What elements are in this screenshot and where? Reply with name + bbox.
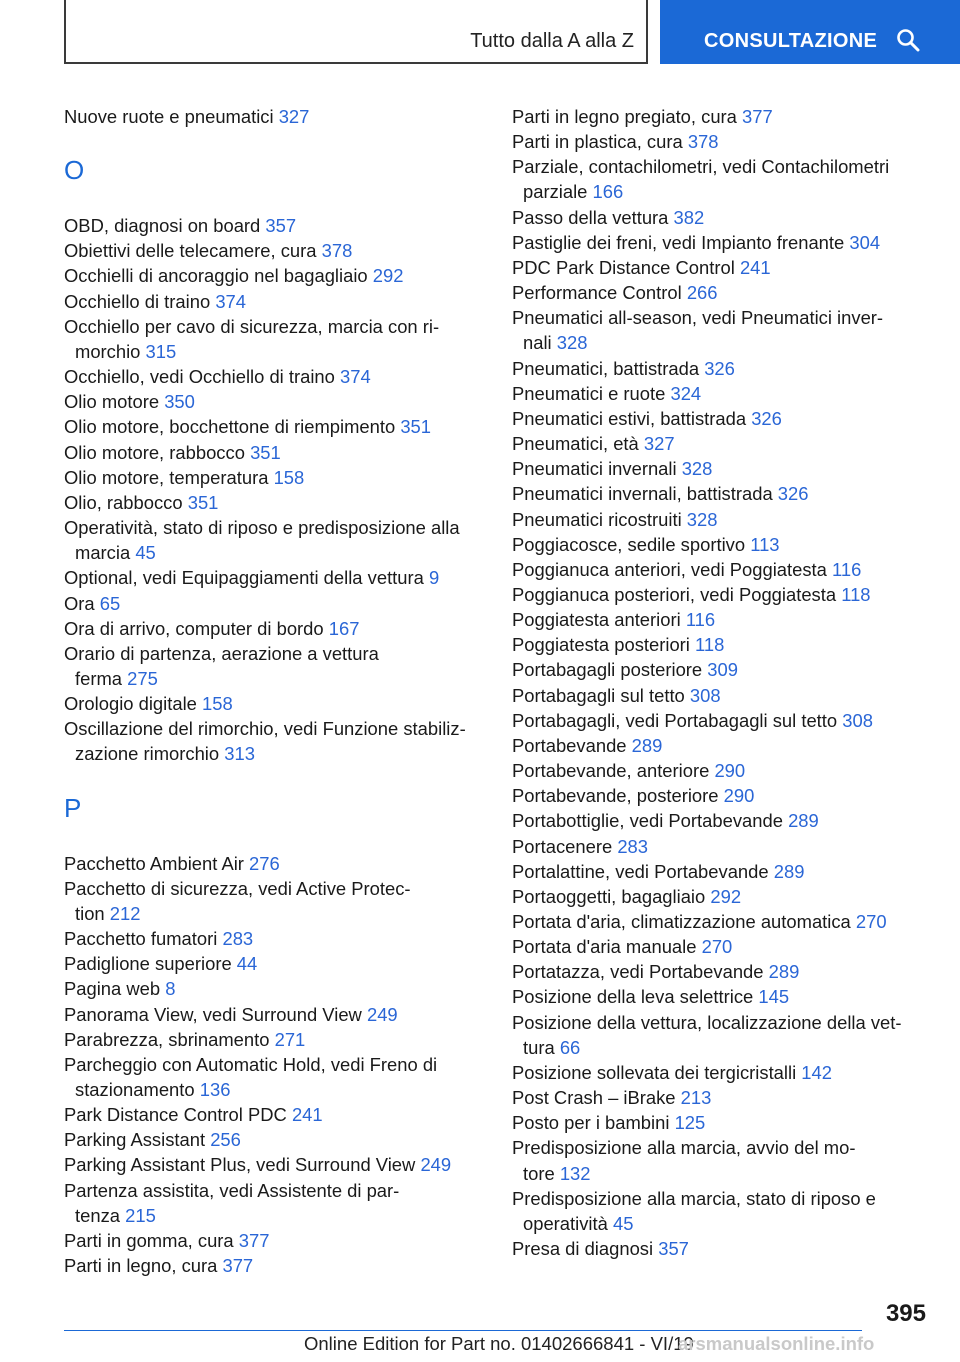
entry-text: PDC Park Distance Control xyxy=(512,256,735,278)
entry-text: Portabagagli posteriore xyxy=(512,659,703,681)
page-reference-link[interactable]: 132 xyxy=(559,1162,591,1184)
entry-text: Portacenere xyxy=(512,835,613,857)
index-entry xyxy=(64,364,494,389)
index-entry xyxy=(64,1102,494,1127)
entry-text: Passo della vettura xyxy=(512,206,669,228)
index-entry xyxy=(512,783,912,808)
index-entry xyxy=(64,104,494,129)
index-entry xyxy=(512,104,912,129)
page-reference-link[interactable]: 116 xyxy=(832,558,862,580)
entry-text: Posizione della vettura, localizzazione della vet- xyxy=(512,1011,902,1033)
entry-text: Poggiatesta anteriori xyxy=(512,609,681,631)
entry-text: Occhielli di ancoraggio nel bagagliaio xyxy=(64,265,368,287)
entry-text: Pacchetto fumatori xyxy=(64,928,218,950)
index-entry xyxy=(512,758,912,783)
index-entry xyxy=(512,532,912,557)
page-reference-link[interactable]: 378 xyxy=(687,131,719,153)
entry-text: Pneumatici ricostruiti xyxy=(512,508,682,530)
index-entry xyxy=(64,1228,494,1253)
entry-text: Portalattine, vedi Portabevande xyxy=(512,860,769,882)
page-reference-link[interactable]: 167 xyxy=(328,617,360,639)
entry-text: Portabagagli sul tetto xyxy=(512,684,685,706)
page-reference-link[interactable]: 289 xyxy=(631,734,663,756)
index-entry xyxy=(512,205,912,230)
entry-text-continued: nali xyxy=(523,332,552,354)
entry-text: Portatazza, vedi Portabevande xyxy=(512,961,764,983)
section-letter: P xyxy=(64,792,82,823)
page-reference-link[interactable]: 377 xyxy=(238,1229,270,1251)
entry-text: Panorama View, vedi Surround View xyxy=(64,1003,362,1025)
index-entry xyxy=(64,1127,494,1152)
index-entry xyxy=(512,1236,912,1261)
entry-text: Parti in legno pregiato, cura xyxy=(512,106,737,127)
entry-text: Parti in gomma, cura xyxy=(64,1229,234,1251)
index-entry xyxy=(512,1186,912,1236)
index-entry xyxy=(512,607,912,632)
entry-text: Orologio digitale xyxy=(64,693,197,715)
entry-text: Posizione della leva selettrice xyxy=(512,986,754,1008)
index-entry xyxy=(512,255,912,280)
entry-text: Parziale, contachilometri, vedi Contachilometri xyxy=(512,156,890,178)
page-reference-link[interactable]: 44 xyxy=(236,953,258,975)
entry-text-continued: ferma xyxy=(75,667,123,689)
entry-text-continued: tenza xyxy=(75,1204,120,1226)
page-reference-link[interactable]: 116 xyxy=(685,609,716,631)
entry-text: Pneumatici invernali, battistrada xyxy=(512,483,773,505)
entry-text: Poggiatesta posteriori xyxy=(512,634,690,656)
page-reference-link[interactable]: 9 xyxy=(429,567,440,589)
edition-text: Online Edition for Part no. 01402666841 - VI/19 xyxy=(304,1333,694,1354)
page-reference-link[interactable]: 290 xyxy=(723,785,755,807)
entry-text: Poggiacosce, sedile sportivo xyxy=(512,533,746,555)
page-reference-link[interactable]: 308 xyxy=(689,684,721,706)
entry-text-continued: zazione rimorchio xyxy=(75,743,220,765)
entry-text-continued: operatività xyxy=(523,1212,608,1234)
entry-text: Parking Assistant Plus, vedi Surround View xyxy=(64,1154,416,1176)
page-reference-link[interactable]: 357 xyxy=(658,1238,689,1260)
entry-text-continued: stazionamento xyxy=(75,1079,195,1100)
index-entry xyxy=(512,129,912,154)
entry-text: Obiettivi delle telecamere, cura xyxy=(64,240,317,262)
entry-text: Ora di arrivo, computer di bordo xyxy=(64,617,324,639)
index-entry xyxy=(512,230,912,255)
index-column-left xyxy=(64,104,494,1278)
index-entry xyxy=(512,984,912,1009)
entry-text: Occhiello di traino xyxy=(64,290,211,312)
page-reference-link[interactable]: 326 xyxy=(751,407,782,429)
index-entry xyxy=(64,515,494,565)
page-reference-link[interactable]: 378 xyxy=(321,240,353,262)
page-reference-link[interactable]: 66 xyxy=(559,1036,581,1058)
page-reference-link[interactable]: 241 xyxy=(739,256,771,278)
entry-text: Portaoggetti, bagagliaio xyxy=(512,885,706,907)
page-reference-link[interactable]: 328 xyxy=(686,508,718,530)
page-reference-link[interactable]: 212 xyxy=(109,902,141,924)
entry-text: Pneumatici e ruote xyxy=(512,382,666,404)
page-reference-link[interactable]: 45 xyxy=(135,542,156,564)
page-reference-link[interactable]: 270 xyxy=(855,911,887,932)
index-entry xyxy=(64,490,494,515)
index-entry xyxy=(512,959,912,984)
entry-text: Olio motore, bocchettone di riempimento xyxy=(64,416,396,438)
page-reference-link[interactable]: 283 xyxy=(617,835,649,857)
entry-text: Orario di partenza, aerazione a vettura xyxy=(64,642,379,664)
page-header xyxy=(0,0,960,66)
entry-text: Predisposizione alla marcia, stato di riposo e xyxy=(512,1187,876,1209)
entry-text: Pneumatici, battistrada xyxy=(512,357,700,379)
index-entry xyxy=(512,683,912,708)
index-entry xyxy=(64,440,494,465)
entry-text: Post Crash – iBrake xyxy=(512,1087,676,1109)
index-entry xyxy=(512,1060,912,1085)
entry-text: Padiglione superiore xyxy=(64,953,232,975)
entry-text-continued: tore xyxy=(523,1162,555,1184)
entry-text: Pacchetto di sicurezza, vedi Active Protec- xyxy=(64,877,411,899)
consultazione-label: CONSULTAZIONE xyxy=(704,30,878,52)
index-entry xyxy=(64,465,494,490)
entry-text: Olio motore, rabbocco xyxy=(64,441,245,463)
entry-text: Olio, rabbocco xyxy=(64,491,183,513)
page-reference-link[interactable]: 374 xyxy=(340,366,371,388)
entry-text: Portabevande xyxy=(512,734,627,756)
page-reference-link[interactable]: 275 xyxy=(127,667,158,689)
entry-text: Pagina web xyxy=(64,978,161,1000)
index-entry xyxy=(64,289,494,314)
entry-text: Olio motore xyxy=(64,391,160,413)
entry-text: Olio motore, temperatura xyxy=(64,466,269,488)
index-entry xyxy=(64,414,494,439)
page-reference-link[interactable]: 309 xyxy=(707,659,738,681)
page-number: 395 xyxy=(885,1300,926,1327)
page-reference-link[interactable]: 270 xyxy=(701,936,733,958)
page-reference-link[interactable]: 158 xyxy=(273,466,305,488)
entry-text: Pneumatici, età xyxy=(512,433,639,455)
page-reference-link[interactable]: 65 xyxy=(99,592,121,614)
index-entry xyxy=(64,389,494,414)
index-entry xyxy=(512,708,912,733)
page-reference-link[interactable]: 289 xyxy=(788,810,819,832)
page-reference-link[interactable]: 326 xyxy=(704,357,735,379)
index-column-right xyxy=(512,104,912,1261)
page-reference-link[interactable]: 289 xyxy=(773,860,805,882)
search-icon[interactable] xyxy=(896,28,920,52)
entry-text: Performance Control xyxy=(512,282,682,304)
page-reference-link[interactable]: 327 xyxy=(278,106,310,127)
entry-text: Partenza assistita, vedi Assistente di par- xyxy=(64,1179,400,1201)
page-reference-link[interactable]: 328 xyxy=(556,332,588,354)
index-entry xyxy=(64,314,494,364)
page-reference-link[interactable]: 166 xyxy=(592,181,624,203)
index-entry xyxy=(64,976,494,1001)
entry-text: Occhiello, vedi Occhiello di traino xyxy=(64,366,335,388)
page-reference-link[interactable]: 256 xyxy=(210,1129,241,1151)
watermark: arsmanualsonline.info xyxy=(678,1333,875,1354)
index-entry xyxy=(512,808,912,833)
page-reference-link[interactable]: 213 xyxy=(680,1087,712,1109)
index-entry xyxy=(512,733,912,758)
page-reference-link[interactable]: 125 xyxy=(674,1112,706,1134)
entry-text: Parabrezza, sbrinamento xyxy=(64,1028,270,1050)
index-entry xyxy=(64,1002,494,1027)
page-reference-link[interactable]: 292 xyxy=(710,885,742,907)
page-reference-link[interactable]: 289 xyxy=(768,961,800,983)
entry-text: Pacchetto Ambient Air xyxy=(64,852,244,874)
page-reference-link[interactable]: 271 xyxy=(274,1028,306,1050)
entry-text: Predisposizione alla marcia, avvio del mo- xyxy=(512,1137,856,1159)
page-reference-link[interactable]: 266 xyxy=(686,282,718,304)
page-reference-link[interactable]: 308 xyxy=(842,709,873,731)
entry-text: Portabevande, posteriore xyxy=(512,785,719,807)
index-entry xyxy=(512,280,912,305)
entry-text: Portabottiglie, vedi Portabevande xyxy=(512,810,783,832)
index-entry xyxy=(64,641,494,691)
entry-text: Optional, vedi Equipaggiamenti della vettura xyxy=(64,567,424,589)
index-entry xyxy=(512,456,912,481)
index-entry xyxy=(512,305,912,355)
index-entry xyxy=(512,481,912,506)
index-entry xyxy=(64,691,494,716)
entry-text-continued: marcia xyxy=(75,542,131,564)
page-reference-link[interactable]: 315 xyxy=(145,340,177,362)
entry-text: Portata d'aria, climatizzazione automatica xyxy=(512,911,851,932)
entry-text: Pneumatici all-season, vedi Pneumatici inver- xyxy=(512,307,884,329)
entry-text: Portabagagli, vedi Portabagagli sul tetto xyxy=(512,709,838,731)
index-entry xyxy=(512,1085,912,1110)
index-entry xyxy=(512,1010,912,1060)
page-reference-link[interactable]: 113 xyxy=(750,533,780,555)
entry-text: Operatività, stato di riposo e predisposizione alla xyxy=(64,517,460,539)
index-entry xyxy=(512,632,912,657)
section-letter: O xyxy=(64,155,85,186)
page-reference-link[interactable]: 350 xyxy=(164,391,195,413)
index-entry xyxy=(512,406,912,431)
index-entry xyxy=(64,565,494,590)
entry-text: Posto per i bambini xyxy=(512,1112,670,1134)
entry-text: Presa di diagnosi xyxy=(512,1238,654,1260)
index-entry xyxy=(64,1027,494,1052)
page-reference-link[interactable]: 276 xyxy=(249,852,280,874)
index-entry xyxy=(64,851,494,876)
page-reference-link[interactable]: 377 xyxy=(222,1255,254,1277)
entry-text: Parking Assistant xyxy=(64,1129,206,1151)
entry-text-continued: parziale xyxy=(523,181,588,203)
index-entry xyxy=(64,1152,494,1177)
page-reference-link[interactable]: 374 xyxy=(215,290,246,312)
index-entry xyxy=(64,263,494,288)
index-entry xyxy=(512,582,912,607)
index-entry xyxy=(512,834,912,859)
entry-text: Parti in plastica, cura xyxy=(512,131,683,153)
entry-text-continued: morchio xyxy=(75,340,141,362)
page-reference-link[interactable]: 142 xyxy=(801,1061,832,1083)
index-entry xyxy=(64,926,494,951)
page-reference-link[interactable]: 382 xyxy=(673,206,705,228)
entry-text: Nuove ruote e pneumatici xyxy=(64,106,274,127)
page-reference-link[interactable]: 249 xyxy=(420,1154,452,1176)
index-entry xyxy=(64,616,494,641)
page-reference-link[interactable]: 215 xyxy=(125,1204,156,1226)
entry-text: Parcheggio con Automatic Hold, vedi Freno di xyxy=(64,1053,438,1075)
entry-text: Parti in legno, cura xyxy=(64,1255,218,1277)
index-entry xyxy=(512,909,912,934)
entry-text: Pneumatici estivi, battistrada xyxy=(512,407,747,429)
page-reference-link[interactable]: 145 xyxy=(758,986,790,1008)
entry-text: Pneumatici invernali xyxy=(512,458,677,480)
index-entry xyxy=(64,1178,494,1228)
index-entry xyxy=(512,507,912,532)
page-reference-link[interactable]: 241 xyxy=(291,1104,323,1126)
footer-rule xyxy=(64,1330,862,1331)
page-reference-link[interactable]: 351 xyxy=(250,441,281,463)
index-entry xyxy=(64,1253,494,1278)
index-entry xyxy=(512,431,912,456)
entry-text-continued: tura xyxy=(523,1036,555,1058)
section-title-box xyxy=(64,0,648,64)
page-reference-link[interactable]: 328 xyxy=(681,458,713,480)
entry-text: Poggianuca posteriori, vedi Poggiatesta xyxy=(512,583,837,605)
page-reference-link[interactable]: 351 xyxy=(400,416,432,438)
page-reference-link[interactable]: 290 xyxy=(714,760,746,782)
page-reference-link[interactable]: 45 xyxy=(612,1212,634,1234)
page-reference-link[interactable]: 313 xyxy=(224,743,255,765)
entry-text: Pastiglie dei freni, vedi Impianto frenante xyxy=(512,231,845,253)
page-reference-link[interactable]: 136 xyxy=(199,1079,231,1100)
consultazione-tab[interactable] xyxy=(660,0,960,64)
index-entry xyxy=(512,356,912,381)
page-reference-link[interactable]: 326 xyxy=(777,483,809,505)
index-entry xyxy=(64,1052,494,1102)
page-reference-link[interactable]: 118 xyxy=(695,634,725,656)
entry-text: Portabevande, anteriore xyxy=(512,760,710,782)
index-entry xyxy=(512,154,912,204)
entry-text-continued: tion xyxy=(75,902,105,924)
page-reference-link[interactable]: 377 xyxy=(742,106,773,127)
index-entry xyxy=(512,657,912,682)
entry-text: Oscillazione del rimorchio, vedi Funzione stabiliz- xyxy=(64,718,466,740)
index-entry xyxy=(512,1135,912,1185)
page-reference-link[interactable]: 351 xyxy=(187,491,219,513)
section-title: Tutto dalla A alla Z xyxy=(470,30,634,52)
page-reference-link[interactable]: 357 xyxy=(265,215,297,237)
page-reference-link[interactable]: 327 xyxy=(643,433,675,455)
index-entry xyxy=(64,716,494,766)
page-reference-link[interactable]: 158 xyxy=(202,693,233,715)
entry-text: Posizione sollevata dei tergicristalli xyxy=(512,1061,797,1083)
page-reference-link[interactable]: 292 xyxy=(372,265,404,287)
entry-text: OBD, diagnosi on board xyxy=(64,215,261,237)
entry-text: Ora xyxy=(64,592,95,614)
index-entry xyxy=(64,213,494,238)
index-entry xyxy=(64,951,494,976)
index-entry xyxy=(512,884,912,909)
page-reference-link[interactable]: 304 xyxy=(849,231,881,253)
entry-text: Occhiello per cavo di sicurezza, marcia con ri- xyxy=(64,315,440,337)
index-entry xyxy=(512,1110,912,1135)
index-entry xyxy=(512,557,912,582)
index-entry xyxy=(64,876,494,926)
page-reference-link[interactable]: 283 xyxy=(222,928,254,950)
page-reference-link[interactable]: 8 xyxy=(165,978,176,1000)
page-reference-link[interactable]: 324 xyxy=(670,382,702,404)
index-entry xyxy=(64,238,494,263)
index-entry xyxy=(512,934,912,959)
index-entry xyxy=(512,381,912,406)
entry-text: Park Distance Control PDC xyxy=(64,1104,287,1126)
entry-text: Portata d'aria manuale xyxy=(512,936,697,958)
index-entry xyxy=(64,591,494,616)
page-reference-link[interactable]: 118 xyxy=(841,583,871,605)
index-entry xyxy=(512,859,912,884)
entry-text: Poggianuca anteriori, vedi Poggiatesta xyxy=(512,558,827,580)
page-reference-link[interactable]: 249 xyxy=(366,1003,398,1025)
